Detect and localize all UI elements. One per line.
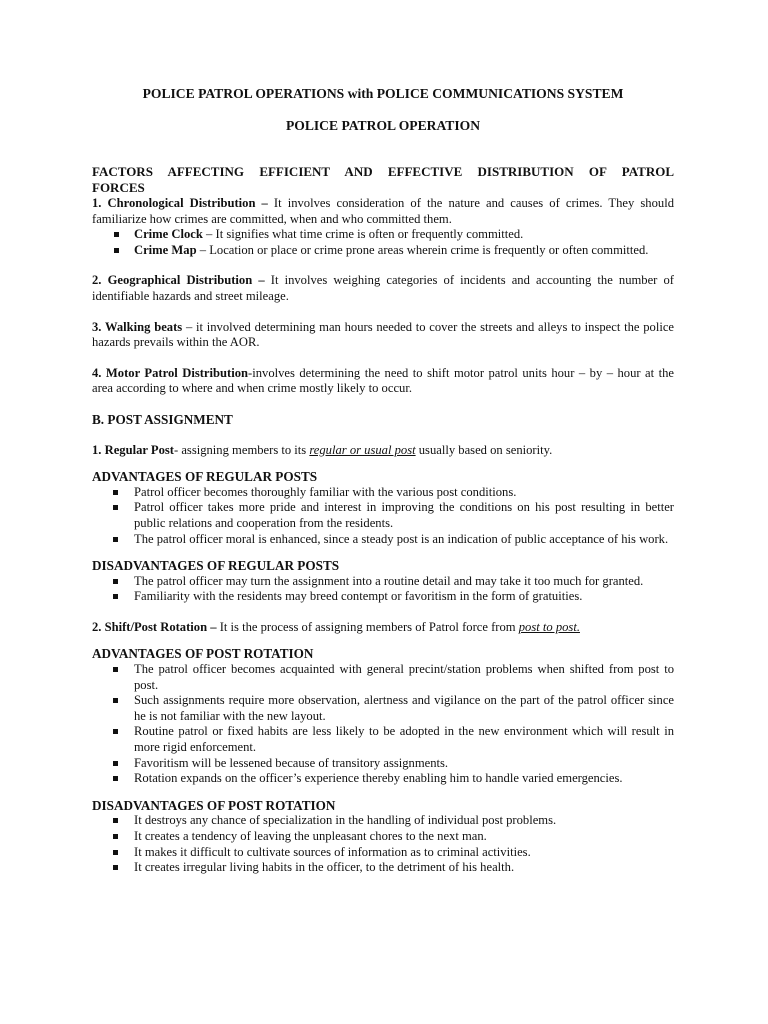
document-body (92, 150, 674, 876)
bullet-term: Crime Clock (134, 227, 203, 242)
factor-motor-patrol (92, 366, 674, 397)
list-item (92, 771, 674, 787)
factor-text: It involves consideration of the nature and causes of crimes. They should familiarize how crimes are committed, when and who committed them. (92, 196, 674, 226)
document-title: POLICE PATROL OPERATIONS with POLICE COMMUNICATIONS SYSTEM (142, 86, 624, 101)
spacer (92, 635, 674, 646)
square-bullet-icon (113, 818, 118, 823)
list-item-text: The patrol officer moral is enhanced, since a steady post is an indication of public acceptance of his work. (134, 531, 669, 546)
list-item (92, 243, 674, 259)
list-item-text: It destroys any chance of specialization in the handling of individual post problems. (134, 813, 557, 828)
disadv-regular-list (92, 574, 674, 605)
spacer (92, 605, 674, 620)
list-item-text: Patrol officer becomes thoroughly familiar with the various post conditions. (134, 484, 517, 499)
square-bullet-icon (113, 490, 118, 495)
spacer (92, 787, 674, 798)
factor-walking-beats (92, 320, 674, 351)
disadv-rotation-list (92, 813, 674, 875)
list-item-text: It creates a tendency of leaving the unpleasant chores to the next man. (134, 829, 487, 843)
list-item-text: Patrol officer takes more pride and interest in improving the conditions on his post resulting in better public relations and cooperation from the residents. (134, 500, 674, 530)
regular-post (92, 443, 674, 459)
factor-term: 1. Chronological Distribution – (92, 196, 268, 210)
factor-text: -involves determining the need to shift motor patrol units hour – by – hour at the area according to where and when crime mostly likely to occur. (92, 365, 674, 396)
rotation-emphasis: post to post. (518, 619, 580, 634)
square-bullet-icon (113, 667, 118, 672)
factors-heading-line1: FACTORS AFFECTING EFFICIENT AND EFFECTIVE DISTRIBUTION OF PATROL (92, 164, 674, 179)
post-assignment-heading: B. POST ASSIGNMENT (92, 411, 233, 427)
list-item (92, 532, 674, 548)
list-item-text: Rotation expands on the officer’s experience thereby enabling him to handle varied emergencies. (134, 771, 623, 786)
regular-post-emphasis: regular or usual post (309, 442, 416, 457)
disadv-regular-heading: DISADVANTAGES OF REGULAR POSTS (92, 558, 340, 574)
list-item-text: Favoritism will be lessened because of transitory assignments. (134, 755, 449, 770)
bullet-term: Crime Map (134, 242, 197, 257)
list-item (92, 662, 674, 693)
factor-term: 2. Geographical Distribution – (92, 273, 265, 288)
list-item (92, 589, 674, 605)
square-bullet-icon (114, 248, 119, 253)
adv-rotation-list (92, 662, 674, 787)
crime-bullets (92, 227, 674, 258)
list-item-text: Familiarity with the residents may breed contempt or favoritism in the form of gratuities. (134, 589, 583, 604)
square-bullet-icon (113, 505, 118, 510)
square-bullet-icon (113, 850, 118, 855)
regular-post-text: - assigning members to its (173, 442, 310, 457)
adv-rotation-heading: ADVANTAGES OF POST ROTATION (92, 646, 314, 662)
list-item (92, 227, 674, 243)
factor-geographical (92, 273, 674, 304)
adv-regular-heading: ADVANTAGES OF REGULAR POSTS (92, 469, 318, 485)
spacer (92, 428, 674, 443)
list-item (92, 574, 674, 590)
list-item (92, 693, 674, 724)
list-item (92, 756, 674, 772)
spacer (92, 305, 674, 320)
square-bullet-icon (113, 579, 118, 584)
list-item-text: It makes it difficult to cultivate sources of information as to criminal activities. (134, 844, 531, 859)
spacer (92, 351, 674, 366)
square-bullet-icon (113, 698, 118, 703)
list-item (92, 860, 674, 876)
square-bullet-icon (113, 865, 118, 870)
regular-post-text-after: usually based on seniority. (415, 442, 553, 457)
square-bullet-icon (113, 834, 118, 839)
spacer (92, 547, 674, 558)
spacer (92, 458, 674, 469)
document-subtitle: POLICE PATROL OPERATION (285, 118, 481, 133)
bullet-text: – Location or place or crime prone areas wherein crime is frequently or often committed. (196, 242, 649, 257)
list-item-text: The patrol officer becomes acquainted with general precint/station problems when shifted from post to post. (134, 662, 674, 692)
list-item-text: Routine patrol or fixed habits are less likely to be adopted in the new environment which will result in more rigid enforcement. (134, 724, 674, 755)
factors-heading (92, 164, 674, 196)
list-item-text: The patrol officer may turn the assignment into a routine detail and may take it too much for granted. (134, 573, 644, 588)
rotation-term: 2. Shift/Post Rotation – (92, 619, 217, 634)
factor-term: 3. Walking beats (92, 319, 183, 334)
square-bullet-icon (113, 729, 118, 734)
spacer (92, 258, 674, 273)
list-item-text: Such assignments require more observation, alertness and vigilance on the part of the patrol officer since he is not familiar with the new layout. (134, 693, 674, 723)
square-bullet-icon (113, 537, 118, 542)
spacer (92, 397, 674, 412)
list-item-text: It creates irregular living habits in the officer, to the detriment of his health. (134, 860, 515, 875)
disadv-rotation-heading: DISADVANTAGES OF POST ROTATION (92, 797, 336, 813)
list-item (92, 813, 674, 829)
list-item (92, 829, 674, 845)
list-item (92, 485, 674, 501)
list-item (92, 845, 674, 861)
adv-regular-list (92, 485, 674, 547)
bullet-text: – It signifies what time crime is often or frequently committed. (202, 227, 524, 242)
rotation-text: It is the process of assigning members of Patrol force from (216, 619, 519, 634)
factor-chronological (92, 196, 674, 227)
shift-post-rotation (92, 620, 674, 636)
factor-text: It involves weighing categories of incidents and accounting the number of identifiable hazards and street mileage. (92, 273, 674, 303)
factor-term: 4. Motor Patrol Distribution (92, 365, 249, 380)
square-bullet-icon (113, 761, 118, 766)
square-bullet-icon (113, 594, 118, 599)
square-bullet-icon (114, 232, 119, 237)
factors-heading-line2: FORCES (92, 180, 145, 195)
factor-text: – it involved determining man hours needed to cover the streets and alleys to inspect the police hazards prevails within the AOR. (92, 319, 674, 350)
square-bullet-icon (113, 776, 118, 781)
regular-post-term: 1. Regular Post (92, 442, 174, 457)
list-item (92, 724, 674, 755)
list-item (92, 500, 674, 531)
